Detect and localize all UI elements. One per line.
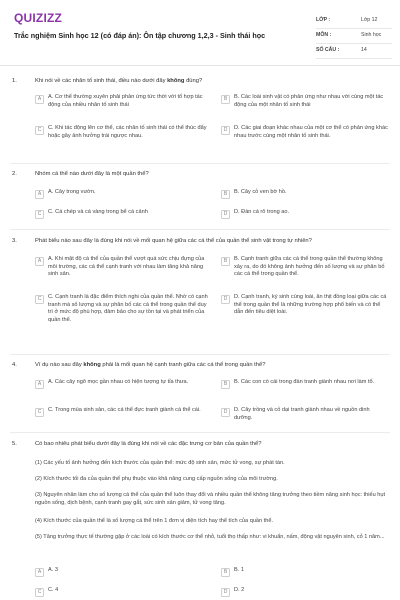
statement-3: (3) Nguyên nhân làm cho số lượng cá thể của quần thể luôn thay đổi và nhiều quần thể không tăng trưởng theo tiềm năng sinh học: thiếu hụt nguồn sống, dịch bệnh, cạnh tranh gay gắt, sức sinh sản giảm, tử vong tăng. [35, 492, 386, 506]
option-letter-badge: D [221, 408, 230, 417]
option-d[interactable] [221, 407, 389, 422]
option-text: B. Các con cò cái trong đàn tranh giành nhau nơi làm tổ. [234, 379, 375, 385]
question-text [35, 238, 385, 246]
meta-label: LỚP : [316, 17, 331, 24]
worksheet-meta [316, 14, 392, 59]
option-text: C. 4 [48, 587, 59, 593]
option-text: B. Các loài sinh vật có phản ứng như nhau với cùng một tác động của một nhân tố sinh thái [234, 94, 384, 108]
question-number: 1. [12, 78, 17, 84]
meta-value: Sinh học [361, 32, 382, 39]
option-text: B. Cạnh tranh giữa các cá thể trong quần thể thường không xảy ra, do đó không ảnh hưởng đến số lượng và sự phân bố các cá thể trong quần thể. [234, 256, 385, 278]
option-text: A. Cây trong vườn. [48, 189, 96, 195]
question-text-part: Ví dụ nào sau đây [35, 362, 84, 368]
option-a[interactable] [35, 94, 213, 109]
option-a[interactable] [35, 567, 213, 577]
option-text: D. 2 [234, 587, 245, 593]
option-d[interactable] [221, 209, 389, 219]
meta-row-class [316, 14, 392, 29]
option-text: C. Trong mùa sinh sản, các cá thể đực tranh giành cá thể cái. [48, 407, 201, 413]
option-letter-badge: B [221, 568, 230, 577]
option-letter-badge: D [221, 588, 230, 597]
question-text [35, 78, 385, 86]
statement-5: (5) Tăng trưởng thực tế thường gặp ở các loài có kích thước cơ thể nhỏ, tuổi thọ thấp như: vi khuẩn, nấm, động vật nguyên sinh, cỏ 1 năm... [35, 534, 385, 540]
option-letter-badge: C [35, 210, 44, 219]
question-divider [10, 163, 390, 164]
quizizz-logo: QUIZIZZ [14, 11, 63, 25]
option-letter-badge: D [221, 295, 230, 304]
option-text: A. Cơ thể thường xuyên phải phản ứng tức thời với tổ hợp tác động của nhiều nhân tố sinh thái [48, 94, 203, 108]
option-c[interactable] [35, 587, 213, 597]
question-divider [10, 432, 390, 433]
question-number: 3. [12, 238, 17, 244]
option-letter-badge: A [35, 257, 44, 266]
option-text: D. Cạnh tranh, ký sinh cùng loài, ăn thịt đồng loại giữa các cá thể trong quần thể là những trường hợp phổ biến và có thể dẫn đến tiêu diệt loài. [234, 294, 387, 316]
option-b[interactable] [221, 379, 389, 389]
option-letter-badge: D [221, 126, 230, 135]
option-text: B. Cây cỏ ven bờ hồ. [234, 189, 287, 195]
question-number: 5. [12, 441, 17, 447]
question-divider [10, 229, 390, 230]
option-letter-badge: B [221, 95, 230, 104]
option-text: C. Khi tác động lên cơ thể, các nhân tố sinh thái có thể thúc đẩy hoặc gây ảnh hưởng trái ngược nhau. [48, 125, 207, 139]
option-c[interactable] [35, 407, 213, 417]
option-a[interactable] [35, 189, 213, 199]
option-text: A. Các cây ngô mọc gần nhau có hiện tượng tự tỉa thưa. [48, 379, 189, 385]
meta-value: 14 [361, 47, 367, 54]
option-b[interactable] [221, 94, 389, 109]
option-letter-badge: B [221, 380, 230, 389]
option-letter-badge: B [221, 190, 230, 199]
question-text-part: phải là mối quan hệ cạnh tranh giữa các cá thể trong quần thể? [100, 362, 266, 368]
option-text: B. 1 [234, 567, 244, 573]
meta-label: MÔN : [316, 32, 332, 39]
option-a[interactable] [35, 256, 213, 279]
statement-4: (4) Kích thước của quần thể là số lượng cá thể trên 1 đơn vị diện tích hay thể tích của quần thể. [35, 518, 274, 524]
statement-2: (2) Kích thước tối đa của quần thể phụ thuộc vào khả năng cung cấp nguồn sống của môi trường. [35, 476, 278, 482]
option-b[interactable] [221, 567, 389, 577]
option-letter-badge: C [35, 295, 44, 304]
option-b[interactable] [221, 256, 389, 279]
option-text: C. Cá chép và cá vàng trong bể cá cảnh [48, 209, 148, 215]
option-d[interactable] [221, 294, 389, 317]
meta-row-subject [316, 29, 392, 44]
question-text-part: Khi nói về các nhân tố sinh thái, điều nào dưới đây [35, 78, 168, 84]
question-emphasis: không [83, 362, 101, 368]
question-number: 4. [12, 362, 17, 368]
option-c[interactable] [35, 294, 213, 324]
question-text [35, 362, 385, 370]
question-text-part: đúng? [184, 78, 203, 84]
option-letter-badge: C [35, 408, 44, 417]
option-text: D. Các giai đoạn khác nhau của một cơ thể có phản ứng khác nhau trước cùng một nhân tố sinh thái. [234, 125, 388, 139]
question-emphasis: không [167, 78, 185, 84]
question-text-part: Có bao nhiêu phát biểu dưới đây là đúng khi nói về các đặc trưng cơ bản của quần thể? [35, 441, 262, 447]
question-text-part: Nhóm cá thể nào dưới đây là một quần thể? [35, 171, 149, 177]
option-text: D. Cây trồng và cỏ dại tranh giành nhau về nguồn dinh dưỡng. [234, 407, 370, 421]
option-letter-badge: A [35, 380, 44, 389]
option-letter-badge: C [35, 588, 44, 597]
option-d[interactable] [221, 587, 389, 597]
option-text: A. 3 [48, 567, 58, 573]
option-letter-badge: A [35, 95, 44, 104]
question-text-part: Phát biểu nào sau đây là đúng khi nói về mối quan hệ giữa các cá thể của quần thể sinh vật trong tự nhiên? [35, 238, 312, 244]
option-text: A. Khi mật độ cá thể của quần thể vượt quá sức chịu đựng của môi trường, các cá thể cạnh tranh với nhau làm tăng khả năng sinh sản. [48, 256, 205, 278]
question-number: 2. [12, 171, 17, 177]
statement-1: (1) Các yếu tố ảnh hưởng đến kích thước của quần thể: mức độ sinh sản, mức tử vong, sự phát tán. [35, 460, 285, 466]
option-letter-badge: A [35, 568, 44, 577]
worksheet-title: Trắc nghiệm Sinh học 12 (có đáp án): Ôn tập chương 1,2,3 - Sinh thái học [14, 31, 266, 40]
option-letter-badge: D [221, 210, 230, 219]
option-letter-badge: C [35, 126, 44, 135]
meta-label: SỐ CÂU : [316, 47, 340, 54]
option-letter-badge: A [35, 190, 44, 199]
option-text: D. Đàn cá rô trong ao. [234, 209, 290, 215]
option-text: C. Cạnh tranh là đặc điểm thích nghi của quần thể. Nhờ có cạnh tranh mà số lượng và sự phân bố các cá thể trong quần thể duy trì ở mức độ phù hợp, đảm bảo cho sự tồn tại và phát triển của quần thể. [48, 294, 208, 323]
worksheet-header [0, 0, 400, 66]
option-a[interactable] [35, 379, 213, 389]
option-letter-badge: B [221, 257, 230, 266]
meta-value: Lớp 12 [361, 17, 378, 24]
question-text [35, 441, 385, 449]
option-d[interactable] [221, 125, 389, 140]
option-b[interactable] [221, 189, 389, 199]
question-divider [10, 354, 390, 355]
option-c[interactable] [35, 125, 213, 140]
question-text [35, 171, 385, 179]
option-c[interactable] [35, 209, 213, 219]
meta-row-count [316, 44, 392, 59]
